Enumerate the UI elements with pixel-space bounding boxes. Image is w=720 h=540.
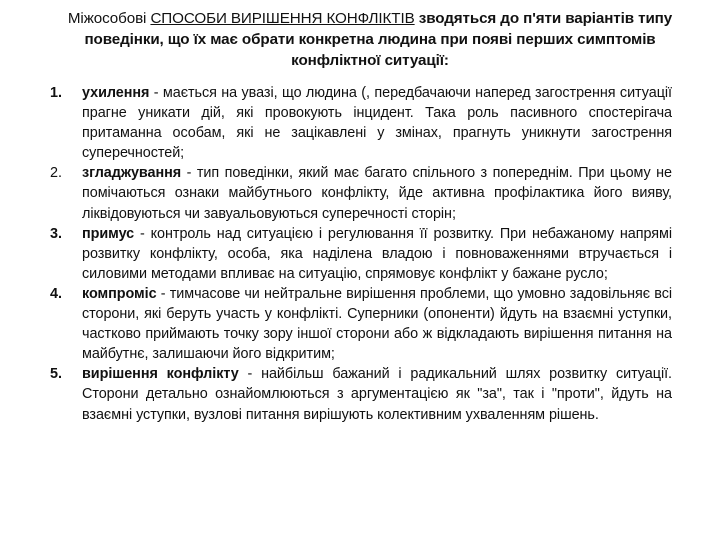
item-number: 4.: [50, 285, 62, 302]
item-text: - контроль над ситуацією і регулювання її розвитку. При небажаному напрямі розвитку конфлікту, особа, яка наділена владою і повноваженнями втручається і силовими методами впливає на ситуацію, спрямовує конфлікт у бажане русло;: [82, 225, 672, 282]
item-number: 3.: [50, 225, 62, 242]
item-text: - мається на увазі, що людина (, передбачаючи наперед загострення ситуації прагне уникати дій, які провокують інцидент. Така роль пасивного спостерігача притаманна особам, які не зацікавлені у змінах, прагнуть уникнути загострення суперечностей;: [82, 85, 672, 162]
item-term: компроміс: [82, 285, 157, 302]
item-text: - тимчасове чи нейтральне вирішення проблеми, що умовно задовільняє всі сторони, які беруть участь у конфлікті. Суперники (опоненти) йдуть на взаємні уступки, частково приймають точку зору іншої сторони або ж відкладають вирішення питання на майбутнє, залишаючи його відкритим;: [82, 285, 672, 363]
item-number: 1.: [50, 85, 62, 101]
list-item: [40, 163, 672, 223]
list-item: [40, 83, 672, 163]
item-term: примус: [82, 225, 135, 242]
heading-topic: СПОСОБИ ВИРІШЕННЯ КОНФЛІКТІВ: [150, 10, 415, 27]
item-text: - найбільш бажаний і радикальний шлях розвитку ситуації. Сторони детально ознайомлюються з аргументацією як "за", так і "проти", йдуть на взаємні уступки, вузлові питання вирішують колективним ухваленням рішень.: [82, 366, 672, 423]
strategies-list: [40, 83, 672, 425]
list-item: [40, 284, 672, 364]
list-item: [40, 224, 672, 284]
item-text: - тип поведінки, який має багато спільного з попереднім. При цьому не помічаються ознаки майбутнього конфлікту, йде активна профілактика його вияву, ліквідовуються чи завуальовуються суперечності сторін;: [82, 165, 672, 222]
heading-rest: зводяться до п'яти варіантів типу поведінки, що їх має обрати конкретна людина при появі перших симптомів конфліктної ситуації:: [84, 10, 673, 69]
item-term: згладжування: [82, 165, 182, 182]
slide-heading: [55, 8, 685, 71]
list-item: [40, 364, 672, 424]
item-number: 5.: [50, 366, 62, 383]
item-number: 2.: [50, 165, 62, 182]
heading-lead: Міжособові: [67, 10, 151, 27]
item-term: вирішення конфлікту: [82, 366, 239, 383]
item-term: ухилення: [82, 85, 150, 101]
